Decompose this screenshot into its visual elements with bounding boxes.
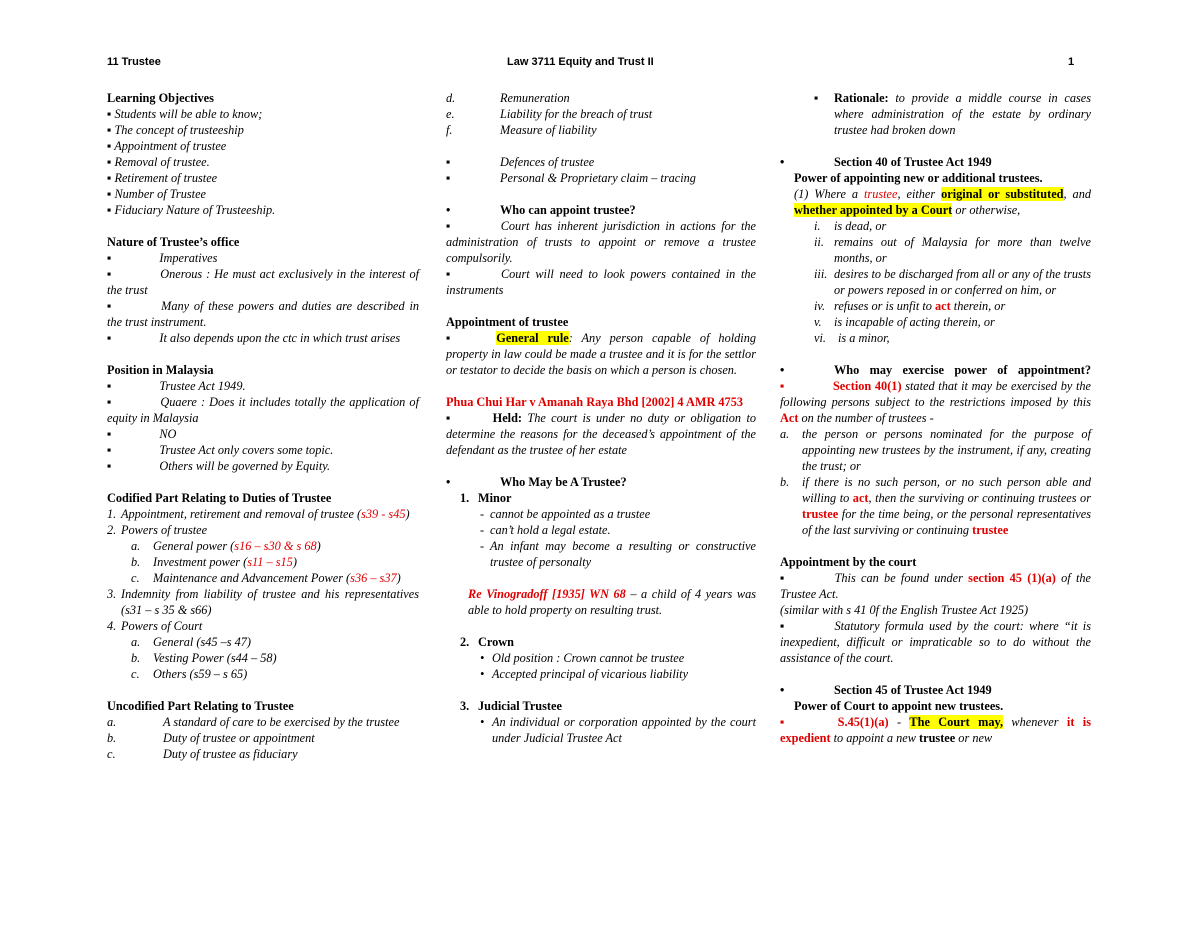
who-exercise-heading: • Who may exercise power of appointment? [780, 363, 1091, 377]
list-item: • An individual or corporation appointed by the court under Judicial Trustee Act [480, 715, 756, 745]
list-item: ▪ Trustee Act 1949. [107, 379, 246, 393]
list-item: ▪ Imperatives [107, 251, 218, 265]
learning-objectives-list [107, 106, 419, 218]
list-item: ▪ Appointment of trustee [107, 139, 227, 153]
who-appoint-heading: • Who can appoint trustee? [446, 203, 636, 217]
rationale: ▪ Rationale: to provide a middle course in cases where administration of the estate by ordinary trustee had broken down [814, 91, 1091, 137]
header-left: 11 Trustee [107, 56, 161, 68]
list-item: - can’t hold a legal estate. [480, 523, 611, 537]
list-item: c. Others (s59 – s 65) [131, 667, 248, 681]
list-item: ▪ Removal of trustee. [107, 155, 210, 169]
list-item: a. A standard of care to be exercised by the trustee [107, 715, 400, 729]
list-item: ▪ This can be found under section 45 (1)(a) of the Trustee Act. (similar with s 41 0f the English Trustee Act 1925) [780, 571, 1091, 617]
list-item: ▪ Court will need to look powers contained in the instruments [446, 267, 756, 297]
s40-heading: • Section 40 of Trustee Act 1949 [780, 155, 992, 169]
list-item: iii. desires to be discharged from all or any of the trusts or powers reposed in or conferred on him, or [814, 267, 1091, 297]
list-item: ▪ Others will be governed by Equity. [107, 459, 331, 473]
s40-subsection-1: (1) Where a trustee, either original or substituted, and whether appointed by a Court or otherwise, [794, 187, 1091, 217]
column-2 [446, 90, 756, 746]
list-item: vi. is a minor, [814, 331, 890, 345]
list-item: b. Vesting Power (s44 – 58) [131, 651, 277, 665]
learning-objectives-heading: Learning Objectives [107, 91, 214, 105]
list-item: ii. remains out of Malaysia for more than twelve months, or [814, 235, 1091, 265]
column-3 [780, 90, 1091, 746]
list-item: ▪ Personal & Proprietary claim – tracing [446, 171, 696, 185]
s45-1a-text: ▪ S.45(1)(a) - The Court may, whenever it is expedient to appoint a new trustee or new [780, 715, 1091, 745]
list-item: ▪ Court has inherent jurisdiction in actions for the administration of trusts to appoint or remove a trustee compulsorily. [446, 219, 757, 265]
list-item: ▪ Onerous : He must act exclusively in the interest of the trust [107, 267, 420, 297]
list-item: d. Remuneration [446, 91, 570, 105]
court-heading: Appointment by the court [780, 555, 917, 569]
case-phua-chui-har: Phua Chui Har v Amanah Raya Bhd [2002] 4 AMR 4753 [446, 395, 743, 409]
appointment-heading: Appointment of trustee [446, 315, 569, 329]
list-item: a. General (s45 –s 47) [131, 635, 252, 649]
list-item: c. Duty of trustee as fiduciary [107, 747, 298, 761]
who-may-heading: • Who May be A Trustee? [446, 475, 627, 489]
case-vinogradoff: Re Vinogradoff [1935] WN 68 – a child of 4 years was able to hold property on resulting trust. [468, 587, 756, 617]
list-item: ▪ Statutory formula used by the court: where “it is inexpedient, difficult or impraticable so to do without the assistance of the court. [780, 619, 1091, 665]
list-item: iv. refuses or is unfit to act therein, or [814, 299, 1006, 313]
list-item: 1. Appointment, retirement and removal of trustee (s39 - s45) [107, 507, 410, 521]
judicial-heading: 3. Judicial Trustee [460, 699, 562, 713]
list-item: ▪ Retirement of trustee [107, 171, 218, 185]
list-item: b. Duty of trustee or appointment [107, 731, 315, 745]
list-item: a. General power (s16 – s30 & s 68) [131, 539, 321, 553]
list-item: i. is dead, or [814, 219, 887, 233]
nature-heading: Nature of Trustee’s office [107, 235, 240, 249]
list-item: ▪ It also depends upon the ctc in which trust arises [107, 331, 401, 345]
page-number: 1 [1068, 56, 1075, 68]
codified-heading: Codified Part Relating to Duties of Trustee [107, 491, 332, 505]
minor-heading: 1. Minor [460, 491, 512, 505]
crown-heading: 2. Crown [460, 635, 514, 649]
header-center: Law 3711 Equity and Trust II [507, 56, 654, 68]
general-rule: ▪ General rule: Any person capable of holding property in law could be made a trustee and it is for the settlor or testator to decide the basis on which a person is chosen. [446, 331, 757, 377]
list-item: b. if there is no such person, or no such person able and willing to act, then the surviving or continuing trustees or trustee for the time being, or the personal representatives of the last surviving or continuing trustee [780, 475, 1091, 537]
list-item: ▪ Many of these powers and duties are described in the trust instrument. [107, 299, 420, 329]
list-item: ▪ NO [107, 427, 177, 441]
case-held: ▪ Held: The court is under no duty or obligation to determine the reasons for the deceased’s appointment of the defendant as the trustee of her estate [446, 411, 757, 457]
list-item: f. Measure of liability [446, 123, 597, 137]
list-item: ▪ The concept of trusteeship [107, 123, 244, 137]
list-item: ▪ Fiduciary Nature of Trusteeship. [107, 203, 276, 217]
position-heading: Position in Malaysia [107, 363, 214, 377]
uncodified-heading: Uncodified Part Relating to Trustee [107, 699, 294, 713]
list-item: 3. Indemnity from liability of trustee and his representatives (s31 – s 35 & s66) [107, 587, 419, 617]
list-item: - An infant may become a resulting or constructive trustee of personalty [480, 539, 756, 569]
s45-subheading: Power of Court to appoint new trustees. [794, 699, 1004, 713]
list-item: - cannot be appointed as a trustee [480, 507, 651, 521]
column-1 [107, 90, 419, 762]
list-item: ▪ Quaere : Does it includes totally the application of equity in Malaysia [107, 395, 419, 425]
list-item: v. is incapable of acting therein, or [814, 315, 995, 329]
list-item: ▪ Number of Trustee [107, 187, 206, 201]
list-item: ▪ Trustee Act only covers some topic. [107, 443, 334, 457]
list-item: • Old position : Crown cannot be trustee [480, 651, 685, 665]
list-item: ▪ Students will be able to know; [107, 107, 263, 121]
s40-subheading: Power of appointing new or additional trustees. [794, 171, 1043, 185]
list-item: 4. Powers of Court [107, 619, 203, 633]
list-item: a. the person or persons nominated for the purpose of appointing new trustees by the instrument, if any, creating the trust; or [780, 427, 1091, 473]
s40-1-text: ▪ Section 40(1) stated that it may be exercised by the following persons subject to the restrictions imposed by this Act on the number of trustees - [780, 379, 1092, 425]
s45-heading: • Section 45 of Trustee Act 1949 [780, 683, 992, 697]
list-item: b. Investment power (s11 – s15) [131, 555, 297, 569]
list-item: e. Liability for the breach of trust [446, 107, 653, 121]
list-item: c. Maintenance and Advancement Power (s36 – s37) [131, 571, 401, 585]
list-item: 2. Powers of trustee [107, 523, 208, 537]
list-item: ▪ Defences of trustee [446, 155, 595, 169]
list-item: • Accepted principal of vicarious liability [480, 667, 689, 681]
